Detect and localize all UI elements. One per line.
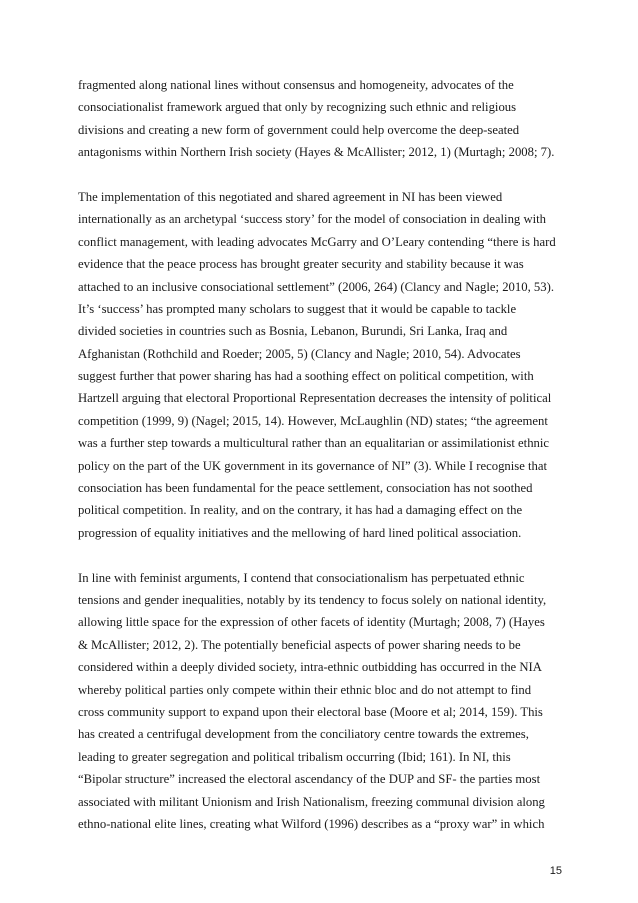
text-line: whereby political parties only compete within their ethnic bloc and do not attempt to find — [78, 682, 532, 697]
paragraph — [78, 74, 562, 164]
text-line: was a further step towards a multicultural rather than an equalitarian or assimilationist ethnic — [78, 436, 550, 451]
text-line: divisions and creating a new form of government could help overcome the deep-seated — [78, 122, 520, 137]
text-line: The implementation of this negotiated and shared agreement in NI has been viewed — [78, 189, 503, 204]
text-line: conflict management, with leading advocates McGarry and O’Leary contending “there is hard — [78, 234, 556, 249]
text-line: policy on the part of the UK government in its governance of NI” (3). While I recognise that — [78, 458, 548, 473]
text-line: It’s ‘success’ has prompted many scholars to suggest that it would be capable to tackle — [78, 301, 517, 316]
paragraph — [78, 186, 562, 544]
text-line: internationally as an archetypal ‘success story’ for the model of consociation in dealing with — [78, 212, 546, 227]
text-line: fragmented along national lines without consensus and homogeneity, advocates of the — [78, 78, 514, 92]
page-number: 15 — [549, 865, 562, 877]
body-text — [78, 74, 562, 835]
text-line: considered within a deeply divided society, intra-ethnic outbidding has occurred in the NIA — [78, 660, 542, 675]
text-line: attached to an inclusive consociational settlement” (2006, 264) (Clancy and Nagle; 2010, 53). — [78, 279, 554, 294]
text-line: political competition. In reality, and on the contrary, it has had a damaging effect on the — [78, 503, 523, 518]
text-line: progression of equality initiatives and the mellowing of hard lined political association. — [78, 525, 522, 540]
text-line: tensions and gender inequalities, notably by its tendency to focus solely on national identity, — [78, 592, 547, 607]
text-line: Hartzell arguing that electoral Proportional Representation decreases the intensity of political — [78, 391, 552, 406]
text-line: competition (1999, 9) (Nagel; 2015, 14). However, McLaughlin (ND) states; “the agreement — [78, 413, 548, 428]
paragraph-gap — [78, 164, 562, 186]
text-line: consociation has been fundamental for the peace settlement, consociation has not soothed — [78, 481, 533, 496]
paragraph — [78, 567, 562, 836]
text-line: associated with militant Unionism and Irish Nationalism, freezing communal division along — [78, 794, 545, 809]
text-line: “Bipolar structure” increased the electoral ascendancy of the DUP and SF- the parties most — [78, 772, 541, 787]
text-line: & McAllister; 2012, 2). The potentially beneficial aspects of power sharing needs to be — [78, 637, 521, 652]
text-line: consociationalist framework argued that only by recognizing such ethnic and religious — [78, 100, 517, 115]
text-line: In line with feminist arguments, I contend that consociationalism has perpetuated ethnic — [78, 570, 525, 585]
text-line: leading to greater segregation and political tribalism occurring (Ibid; 161). In NI, this — [78, 749, 511, 764]
text-line: ethno-national elite lines, creating what Wilford (1996) describes as a “proxy war” in which — [78, 816, 545, 831]
text-line: has created a centrifugal development from the conciliatory centre towards the extremes, — [78, 727, 529, 742]
text-line: Afghanistan (Rothchild and Roeder; 2005, 5) (Clancy and Nagle; 2010, 54). Advocates — [78, 346, 521, 361]
text-line: antagonisms within Northern Irish society (Hayes & McAllister; 2012, 1) (Murtagh; 2008; 7). — [78, 145, 555, 160]
text-line: suggest further that power sharing has had a soothing effect on political competition, with — [78, 369, 534, 384]
text-line: evidence that the peace process has brought greater security and stability because it was — [78, 257, 524, 272]
text-line: cross community support to expand upon their electoral base (Moore et al; 2014, 159). This — [78, 704, 543, 719]
text-line: allowing little space for the expression of other facets of identity (Murtagh; 2008, 7) (Hayes — [78, 615, 545, 630]
text-line: divided societies in countries such as Bosnia, Lebanon, Burundi, Sri Lanka, Iraq and — [78, 324, 508, 339]
paragraph-gap — [78, 544, 562, 566]
